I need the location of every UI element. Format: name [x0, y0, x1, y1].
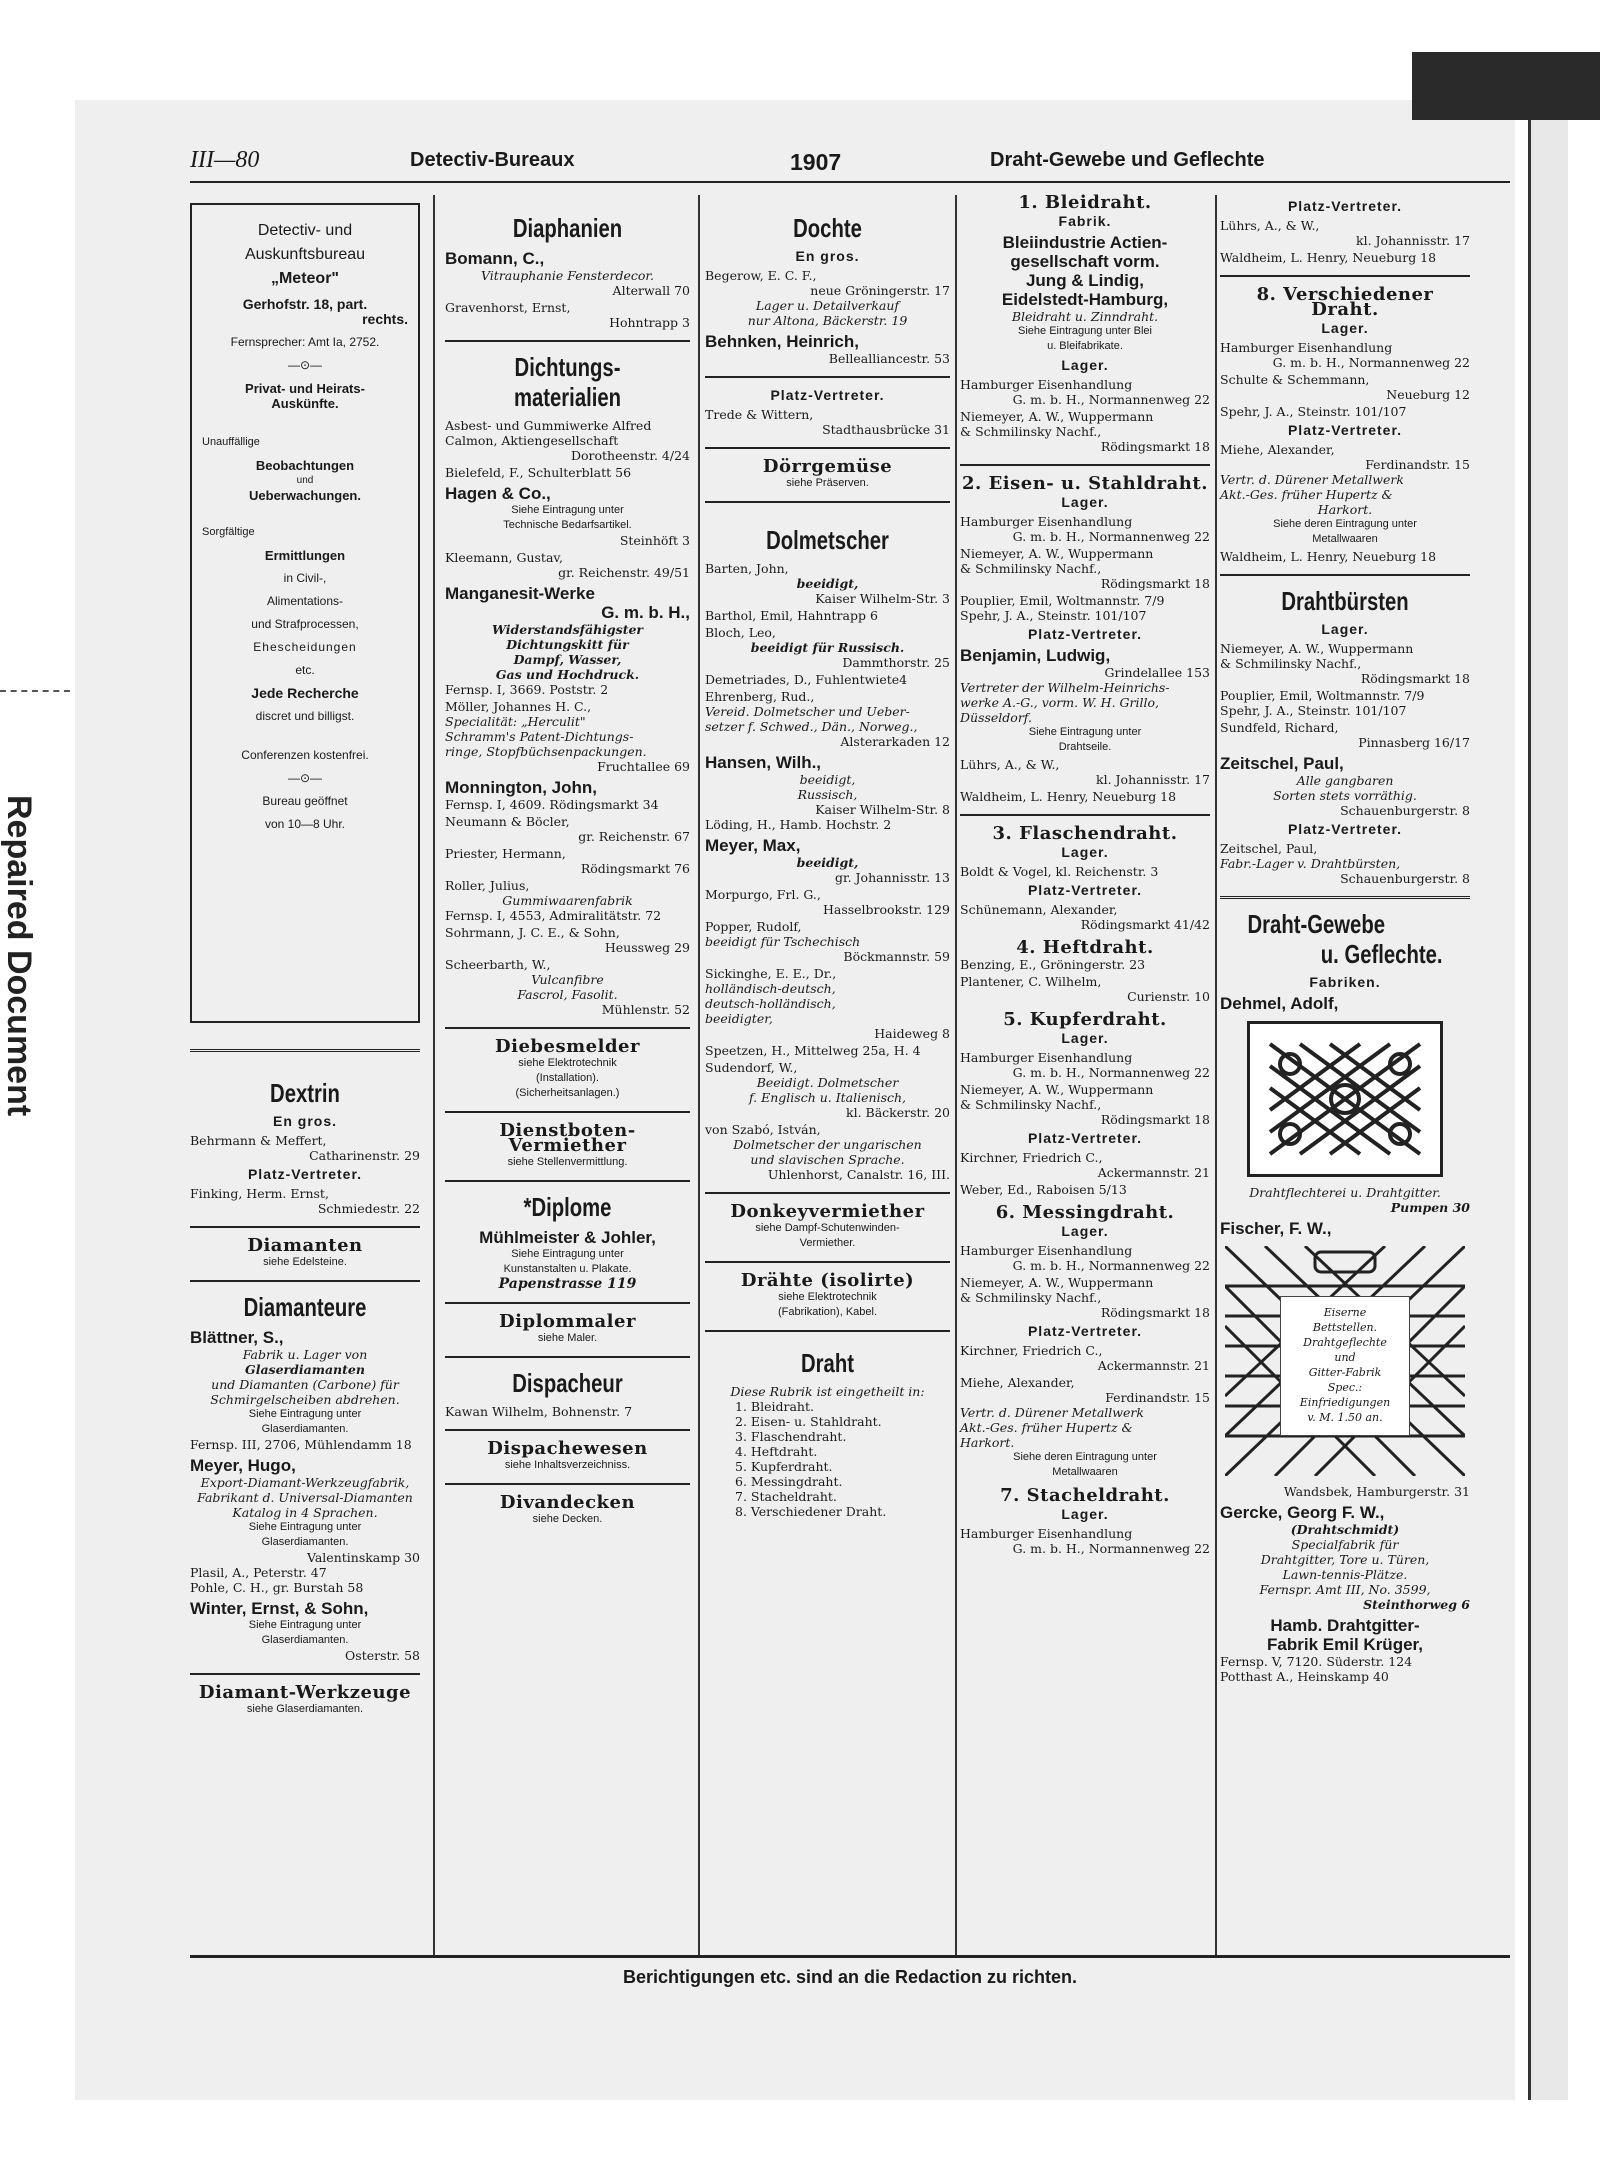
- advert-line: discret und billigst.: [255, 709, 355, 723]
- list-item: Lührs, A., & W., kl. Johannisstr. 17: [960, 757, 1210, 787]
- listing-name: Hamb. Drahtgitter-: [1270, 1616, 1420, 1635]
- list-item: Zeitschel, Paul, Fabr.-Lager v. Drahtbürsten, Schauenburgerstr. 8: [1220, 841, 1470, 886]
- advert-line: von 10—8 Uhr.: [264, 817, 346, 831]
- advert-line: Conferenzen kostenfrei.: [241, 748, 369, 762]
- listing-name: Gercke, Georg F. W.,: [1220, 1503, 1385, 1522]
- cross-reference: siehe Maler.: [537, 1332, 598, 1344]
- section-heading: 2. Eisen- u. Stahldraht.: [962, 473, 1208, 494]
- column-2: Diaphanien Bomann, C., Vitrauphanie Fensterdecor. Alterwall 70 Gravenhorst, Ernst, Hohntrapp 3 Dichtungs- materialien Asbest- und Gummiwerke Alfred Calmon, Aktiengesellschaft Dorotheenstr. 4/24 Bielefeld, F., Schulterblatt 56 Hagen & Co., Siehe Eintragung unter Technische Bedarfsartikel. Steinhöft 3 Kleemann, Gustav, gr. Reichenstr. 49/51 Manganesit-Werke G. m. b. H., Widerstandsfähigster Dichtungskitt für Dampf, Wasser, Gas und Hochdruck. Fernsp. I, 3669. Poststr. 2 Möller, Johannes H. C., Specialität: „Herculit" Schramm's Patent-Dichtungs- ringe, Stopfbüchsenpackungen. Fruchtallee 69 Monnington, John, Fernsp. I, 4609. Rödingsmarkt 34 Neumann & Böcler, gr. Reichenstr. 67 Priester, Hermann, Rödingsmarkt 76 Roller, Julius, Gummiwaarenfabrik Fernsp. I, 4553, Admiralitätstr. 72 Sohrmann, J. C. E., & Sohn, Heussweg 29 Scheerbarth, W., Vulcanfibre Fascrol, Fasolit. Mühlenstr. 52 Diebesmelder siehe Elektrotechnik (Installation). (Sicherheitsanlagen.) Dienstboten-Vermiether siehe Stellenvermittlung. *Diplome Mühlmeister & Johler, Siehe Eintragung unter Kunstanstalten u. Plakate. Papenstrasse 119 Diplommaler siehe Maler. Dispacheur Kawan Wilhelm, Bohnenstr. 7 Dispachewesen siehe Inhaltsverzeichniss. Divandecken siehe Decken.: [445, 213, 690, 1525]
- advert-address: rechts.: [362, 311, 408, 327]
- list-item: Niemeyer, A. W., Wuppermann & Schmilinsky Nachf., Rödingsmarkt 18: [960, 1082, 1210, 1127]
- list-item: Hamburger Eisenhandlung G. m. b. H., Normannenweg 22: [960, 1526, 1210, 1556]
- list-item: Plasil, A., Peterstr. 47: [190, 1565, 327, 1580]
- list-item: Bielefeld, F., Schulterblatt 56: [445, 465, 632, 480]
- section-heading: Dispacheur: [512, 1368, 623, 1398]
- list-item: Plantener, C. Wilhelm, Curienstr. 10: [960, 974, 1210, 1004]
- listing-name: Hansen, Wilh.,: [705, 753, 822, 772]
- fence-advert-text: Eiserne Bettstellen. Drahtgeflechte und Gitter-Fabrik Spec.: Einfriedigungen v. M. 1.50 an.: [1280, 1296, 1410, 1436]
- column-divider: [698, 195, 700, 1955]
- advert-line: Bureau geöffnet: [262, 794, 348, 808]
- section-heading: Dispachewesen: [487, 1438, 648, 1459]
- cross-reference: siehe Präserven.: [786, 477, 869, 489]
- list-item: von Szabó, István, Dolmetscher der ungarischen und slavischen Sprache. Uhlenhorst, Canalstr. 16, III.: [705, 1122, 950, 1182]
- list-item: Gravenhorst, Ernst, Hohntrapp 3: [445, 300, 690, 330]
- section-heading: Donkeyvermiether: [730, 1201, 925, 1222]
- fence-illustration: [1225, 1246, 1465, 1476]
- section-heading: 6. Messingdraht.: [995, 1202, 1175, 1223]
- section-heading: Diamant-Werkzeuge: [198, 1682, 412, 1703]
- list-item: Spehr, J. A., Steinstr. 101/107: [960, 608, 1147, 623]
- section-heading: Divandecken: [499, 1492, 636, 1513]
- column-divider: [1215, 195, 1217, 1955]
- fold-mark: [0, 690, 70, 692]
- cross-reference: siehe Stellenvermittlung.: [507, 1156, 628, 1168]
- section-heading: 8. Verschiedener Draht.: [1256, 284, 1434, 320]
- list-item: Barthol, Emil, Hahntrapp 6: [705, 608, 878, 623]
- list-item: Weber, Ed., Raboisen 5/13: [960, 1182, 1127, 1197]
- list-item: 8. Verschiedener Draht.: [735, 1504, 887, 1519]
- list-item: Pouplier, Emil, Woltmannstr. 7/9: [1220, 688, 1425, 703]
- scan-corner-mark: [1412, 52, 1600, 120]
- section-heading: 3. Flaschendraht.: [992, 823, 1178, 844]
- list-item: Pouplier, Emil, Woltmannstr. 7/9: [960, 593, 1165, 608]
- list-item: Popper, Rudolf, beeidigt für Tschechisch Böckmannstr. 59: [705, 919, 950, 964]
- cross-reference: siehe Glaserdiamanten.: [246, 1703, 364, 1715]
- page-number: III—80: [190, 147, 260, 173]
- listing-name: Zeitschel, Paul,: [1220, 754, 1344, 773]
- advert-title: „Meteor": [270, 270, 340, 287]
- advert-line: Beobachtungen: [255, 458, 355, 473]
- ornament: —⊙—: [287, 771, 323, 785]
- section-heading: Dolmetscher: [766, 525, 889, 555]
- list-item: Speetzen, H., Mittelweg 25a, H. 4: [705, 1043, 921, 1058]
- section-heading: Diplommaler: [499, 1311, 636, 1332]
- section-heading: 7. Stacheldraht.: [1000, 1485, 1170, 1506]
- footer-rule: [190, 1955, 1510, 1958]
- list-item: Sudendorf, W., Beeidigt. Dolmetscher f. Englisch u. Italienisch, kl. Bäckerstr. 20: [705, 1060, 950, 1120]
- advert-line: Alimentations-: [266, 594, 344, 608]
- list-item: Finking, Herm. Ernst, Schmiedestr. 22: [190, 1186, 420, 1216]
- list-item: Begerow, E. C. F., neue Gröningerstr. 17 Lager u. Detailverkauf nur Altona, Bäckerstr. 19: [705, 268, 950, 328]
- ornament: —⊙—: [287, 358, 323, 372]
- list-item: Hamburger Eisenhandlung G. m. b. H., Normannenweg 22: [1220, 340, 1470, 370]
- section-heading: Dextrin: [270, 1078, 340, 1108]
- list-item: Neumann & Böcler, gr. Reichenstr. 67: [445, 814, 690, 844]
- section-heading: Dörrgemüse: [762, 456, 893, 477]
- column-divider: [955, 195, 957, 1955]
- list-item: Boldt & Vogel, kl. Reichenstr. 3: [960, 864, 1159, 879]
- section-heading: 5. Kupferdraht.: [1003, 1009, 1167, 1030]
- header-rule: [190, 181, 1510, 183]
- listing-name: Dehmel, Adolf,: [1220, 994, 1339, 1013]
- list-item: Potthast A., Heinskamp 40: [1220, 1669, 1389, 1684]
- list-item: 6. Messingdraht.: [735, 1474, 843, 1489]
- advert-line: in Civil-,: [283, 571, 327, 585]
- section-heading: Diamanteure: [243, 1292, 367, 1322]
- list-item: Roller, Julius, Gummiwaarenfabrik Fernsp. I, 4553, Admiralitätstr. 72: [445, 878, 662, 923]
- header-left: Detectiv-Bureaux: [410, 149, 575, 171]
- draht-index: [705, 1399, 950, 1519]
- advert-line: und: [296, 475, 314, 486]
- list-item: Schünemann, Alexander, Rödingsmarkt 41/42: [960, 902, 1210, 932]
- advert-line: etc.: [295, 663, 315, 677]
- list-item: Kirchner, Friedrich C., Ackermannstr. 21: [960, 1343, 1210, 1373]
- column-3: Dochte En gros. Begerow, E. C. F., neue Gröningerstr. 17 Lager u. Detailverkauf nur Altona, Bäckerstr. 19 Behnken, Heinrich, Bellealliancestr. 53 Platz-Vertreter. Trede & Wittern, Stadthausbrücke 31 Dörrgemüse siehe Präserven. Dolmetscher Barten, John, beeidigt, Kaiser Wilhelm-Str. 3 Barthol, Emil, Hahntrapp 6 Bloch, Leo, beeidigt für Russisch. Dammthorstr. 25 Demetriades, D., Fuhlentwiete4 Ehrenberg, Rud., Vereid. Dolmetscher und Ueber- setzer f. Schwed., Dän., Norweg., Alsterarkaden 12 Hansen, Wilh., beeidigt, Russisch, Kaiser Wilhelm-Str. 8 Löding, H., Hamb. Hochstr. 2 Meyer, Max, beeidigt, gr. Johannisstr. 13 Morpurgo, Frl. G., Hasselbrookstr. 129 Popper, Rudolf, beeidigt für Tschechisch Böckmannstr. 59 Sickinghe, E. E., Dr., holländisch-deutsch, deutsch-holländisch, beeidigter, Haideweg 8 Speetzen, H., Mittelweg 25a, H. 4 Sudendorf, W., Beeidigt. Dolmetscher f. Englisch u. Italienisch, kl. Bäckerstr. 20 von Szabó, István, Dolmetscher der ungarischen und slavischen Sprache. Uhlenhorst, Canalstr. 16, III. Donkeyvermiether siehe Dampf-Schutenwinden- Vermiether. Drähte (isolirte) siehe Elektrotechnik (Fabrikation), Kabel. Draht Diese Rubrik ist eingetheilt in: 1. Bleidraht. 2. Eisen- u. Stahldraht. 3. Flaschendraht. 4. Heftdraht. 5. Kupferdraht. 6. Messingdraht. 7. Stacheldraht. 8. Verschiedener Draht.: [705, 213, 950, 1519]
- listing-name: Meyer, Max,: [705, 836, 801, 855]
- list-item: Spehr, J. A., Steinstr. 101/107: [1220, 404, 1407, 419]
- list-item: Schulte & Schemmann, Neueburg 12: [1220, 372, 1470, 402]
- listing-name: Hagen & Co.,: [445, 484, 551, 503]
- section-heading: Diaphanien: [512, 213, 623, 243]
- section-heading: 1. Bleidraht.: [1018, 192, 1152, 213]
- list-item: Hamburger Eisenhandlung G. m. b. H., Normannenweg 22: [960, 377, 1210, 407]
- lattice-illustration: [1247, 1021, 1443, 1177]
- section-heading: Drähte (isolirte): [740, 1270, 915, 1291]
- list-item: Sohrmann, J. C. E., & Sohn, Heussweg 29: [445, 925, 690, 955]
- advert-line: Auskünfte.: [271, 396, 339, 411]
- advert-line: Ueberwachungen.: [249, 488, 361, 503]
- list-item: Miehe, Alexander, Ferdinandstr. 15 Vertr. d. Dürener Metallwerk Akt.-Ges. früher Hupertz & Harkort. Siehe deren Eintragung unter Metallwaaren: [1220, 442, 1470, 545]
- cross-reference: siehe Edelsteine.: [263, 1256, 347, 1268]
- column-5: Platz-Vertreter. Lührs, A., & W., kl. Johannisstr. 17 Waldheim, L. Henry, Neueburg 18 8. Verschiedener Draht. Lager. Hamburger Eisenhandlung G. m. b. H., Normannenweg 22 Schulte & Schemmann, Neueburg 12 Spehr, J. A., Steinstr. 101/107 Platz-Vertreter. Miehe, Alexander, Ferdinandstr. 15 Vertr. d. Dürener Metallwerk Akt.-Ges. früher Hupertz & Harkort. Siehe deren Eintragung unter Metallwaaren Waldheim, L. Henry, Neueburg 18 Drahtbürsten Lager. Niemeyer, A. W., Wuppermann & Schmilinsky Nachf., Rödingsmarkt 18 Pouplier, Emil, Woltmannstr. 7/9 Spehr, J. A., Steinstr. 101/107 Sundfeld, Richard, Pinnasberg 16/17 Zeitschel, Paul, Alle gangbaren Sorten stets vorräthig. Schauenburgerstr. 8 Platz-Vertreter. Zeitschel, Paul, Fabr.-Lager v. Drahtbürsten, Schauenburgerstr. 8 Draht-Gewebe u. Geflechte. Fabriken. Dehmel, Adolf, Drahtflechterei u. Drahtgitter. Pumpen 30 Fischer, F. W., Eiserne Bettstellen. Drahtgeflechte und Gitter-Fabrik Spec.: Einfriedigungen v. M. 1.50 an. Wandsbek, Hamburgerstr. 31 Gercke, Georg F. W., (Drahtschmidt) Specialfabrik für Drahtgitter, Tore u. Türen, Lawn-tennis-Plätze. Fernspr. Amt III, No. 3599, Steinthorweg 6 Hamb. Drahtgitter- Fabrik Emil Krüger, Fernsp. V, 7120. Süderstr. 124 Potthast A., Heinskamp 40: [1220, 198, 1470, 1684]
- section-subheading: En gros.: [272, 1113, 337, 1129]
- column-4: 1. Bleidraht. Fabrik. Bleiindustrie Actien- gesellschaft vorm. Jung & Lindig, Eidelstedt-Hamburg, Bleidraht u. Zinndraht. Siehe Eintragung unter Blei u. Bleifabrikate. Lager. Hamburger Eisenhandlung G. m. b. H., Normannenweg 22 Niemeyer, A. W., Wuppermann & Schmilinsky Nachf., Rödingsmarkt 18 2. Eisen- u. Stahldraht. Lager. Hamburger Eisenhandlung G. m. b. H., Normannenweg 22 Niemeyer, A. W., Wuppermann & Schmilinsky Nachf., Rödingsmarkt 18 Pouplier, Emil, Woltmannstr. 7/9 Spehr, J. A., Steinstr. 101/107 Platz-Vertreter. Benjamin, Ludwig, Grindelallee 153 Vertreter der Wilhelm-Heinrichs- werke A.-G., vorm. W. H. Grillo, Düsseldorf. Siehe Eintragung unter Drahtseile. Lührs, A., & W., kl. Johannisstr. 17 Waldheim, L. Henry, Neueburg 18 3. Flaschendraht. Lager. Boldt & Vogel, kl. Reichenstr. 3 Platz-Vertreter. Schünemann, Alexander, Rödingsmarkt 41/42 4. Heftdraht. Benzing, E., Gröningerstr. 23 Plantener, C. Wilhelm, Curienstr. 10 5. Kupferdraht. Lager. Hamburger Eisenhandlung G. m. b. H., Normannenweg 22 Niemeyer, A. W., Wuppermann & Schmilinsky Nachf., Rödingsmarkt 18 Platz-Vertreter. Kirchner, Friedrich C., Ackermannstr. 21 Weber, Ed., Raboisen 5/13 6. Messingdraht. Lager. Hamburger Eisenhandlung G. m. b. H., Normannenweg 22 Niemeyer, A. W., Wuppermann & Schmilinsky Nachf., Rödingsmarkt 18 Platz-Vertreter. Kirchner, Friedrich C., Ackermannstr. 21 Miehe, Alexander, Ferdinandstr. 15 Vertr. d. Dürener Metallwerk Akt.-Ges. früher Hupertz & Harkort. Siehe deren Eintragung unter Metallwaaren 7. Stacheldraht. Lager. Hamburger Eisenhandlung G. m. b. H., Normannenweg 22: [960, 192, 1210, 1556]
- advert-line: Jede Recherche: [251, 685, 359, 701]
- cross-reference: siehe Decken.: [532, 1513, 603, 1525]
- header-right: Draht-Gewebe und Geflechte: [990, 149, 1265, 171]
- list-item: Pohle, C. H., gr. Burstah 58: [190, 1580, 364, 1595]
- header-year: 1907: [790, 149, 842, 175]
- list-item: Scheerbarth, W., Vulcanfibre Fascrol, Fasolit. Mühlenstr. 52: [445, 957, 690, 1017]
- footer-notice: Berichtigungen etc. sind an die Redaction zu richten.: [622, 1967, 1078, 1987]
- advert-line: und Strafprocessen,: [251, 617, 359, 631]
- list-item: Kirchner, Friedrich C., Ackermannstr. 21: [960, 1150, 1210, 1180]
- section-heading: Dochte: [793, 213, 862, 243]
- list-item: Niemeyer, A. W., Wuppermann & Schmilinsky Nachf., Rödingsmarkt 18: [960, 1275, 1210, 1320]
- advert-phone: Fernsprecher: Amt Ia, 2752.: [230, 335, 380, 349]
- column-1: Detectiv- und Auskunftsbureau „Meteor" Gerhofstr. 18, part. rechts. Fernsprecher: Amt Ia, 2752. —⊙— Privat- und Heirats- Auskünfte. Unauffällige Beobachtungen und Ueberwachungen. Sorgfältige Ermittlungen in Civil-, Alimentations- und Strafprocessen, Ehescheidungen etc. Jede Recherche discret und billigst. Conferenzen kostenfrei. —⊙— Bureau geöffnet von 10—8 Uhr. Dextrin En gros. Behrmann & Meffert, Catharinenstr. 29 Platz-Vertreter. Finking, Herm. Ernst, Schmiedestr. 22 Diamanten siehe Edelsteine. Diamanteure Blättner, S., Fabrik u. Lager von Glaserdiamanten und Diamanten (Carbone) für Schmirgelscheiben abdrehen. Siehe Eintragung unter Glaserdiamanten. Fernsp. III, 2706, Mühlendamm 18 Meyer, Hugo, Export-Diamant-Werkzeugfabrik, Fabrikant d. Universal-Diamanten Katalog in 4 Sprachen. Siehe Eintragung unter Glaserdiamanten. Valentinskamp 30 Plasil, A., Peterstr. 47 Pohle, C. H., gr. Burstah 58 Winter, Ernst, & Sohn, Siehe Eintragung unter Glaserdiamanten. Osterstr. 58 Diamant-Werkzeuge siehe Glaserdiamanten.: [190, 203, 420, 1717]
- list-item: Hamburger Eisenhandlung G. m. b. H., Normannenweg 22: [960, 1050, 1210, 1080]
- section-heading: *Diplome: [523, 1192, 612, 1222]
- section-heading: u. Geflechte.: [1320, 939, 1443, 969]
- advert-line: Unauffällige: [202, 436, 260, 448]
- list-item: 1. Bleidraht.: [735, 1399, 814, 1414]
- list-item: Miehe, Alexander, Ferdinandstr. 15 Vertr. d. Dürener Metallwerk Akt.-Ges. früher Hupertz & Harkort. Siehe deren Eintragung unter Metallwaaren: [960, 1375, 1210, 1478]
- running-header: [190, 145, 1510, 177]
- listing-name: Fischer, F. W.,: [1220, 1219, 1332, 1238]
- advert-address: Gerhofstr. 18, part.: [242, 296, 368, 312]
- section-heading: Drahtbürsten: [1281, 586, 1409, 616]
- list-item: Kleemann, Gustav, gr. Reichenstr. 49/51: [445, 550, 690, 580]
- section-heading: Diebesmelder: [495, 1036, 640, 1057]
- list-item: Niemeyer, A. W., Wuppermann & Schmilinsky Nachf., Rödingsmarkt 18: [1220, 641, 1470, 686]
- listing-name: Manganesit-Werke: [445, 584, 595, 603]
- section-subheading: Platz-Vertreter.: [247, 1166, 363, 1182]
- list-item: Waldheim, L. Henry, Neueburg 18: [1220, 250, 1437, 265]
- advert-line: Privat- und Heirats-: [245, 381, 365, 396]
- listing-name: Behnken, Heinrich,: [705, 332, 859, 351]
- list-item: Waldheim, L. Henry, Neueburg 18: [1220, 549, 1437, 564]
- list-item: Möller, Johannes H. C., Specialität: „Herculit" Schramm's Patent-Dichtungs- ringe, Stopfbüchsenpackungen. Fruchtallee 69: [445, 699, 690, 774]
- list-item: Waldheim, L. Henry, Neueburg 18: [960, 789, 1177, 804]
- list-item: Sickinghe, E. E., Dr., holländisch-deutsch, deutsch-holländisch, beeidigter, Haideweg 8: [705, 966, 950, 1041]
- list-item: 2. Eisen- u. Stahldraht.: [735, 1414, 882, 1429]
- list-item: Niemeyer, A. W., Wuppermann & Schmilinsky Nachf., Rödingsmarkt 18: [960, 409, 1210, 454]
- side-label: Repaired Document: [0, 795, 38, 1117]
- section-heading: Draht: [801, 1348, 854, 1378]
- list-item: 3. Flaschendraht.: [735, 1429, 847, 1444]
- section-heading: Draht-Gewebe: [1247, 909, 1385, 939]
- section-heading: Dienstboten-Vermiether: [499, 1120, 636, 1156]
- list-item: 5. Kupferdraht.: [735, 1459, 833, 1474]
- list-item: Kawan Wilhelm, Bohnenstr. 7: [445, 1404, 633, 1419]
- advert-line: Ehescheidungen: [253, 640, 357, 654]
- list-item: Barten, John, beeidigt, Kaiser Wilhelm-Str. 3: [705, 561, 950, 606]
- list-item: Trede & Wittern, Stadthausbrücke 31: [705, 407, 950, 437]
- list-item: Spehr, J. A., Steinstr. 101/107: [1220, 703, 1407, 718]
- list-item: Wandsbek, Hamburgerstr. 31: [1283, 1484, 1470, 1499]
- list-item: Niemeyer, A. W., Wuppermann & Schmilinsky Nachf., Rödingsmarkt 18: [960, 546, 1210, 591]
- list-item: Morpurgo, Frl. G., Hasselbrookstr. 129: [705, 887, 950, 917]
- advert-line: Sorgfältige: [202, 526, 255, 538]
- list-item: Benzing, E., Gröningerstr. 23: [960, 957, 1146, 972]
- listing-name: Mühlmeister & Johler,: [479, 1228, 656, 1247]
- list-item: Behrmann & Meffert, Catharinenstr. 29: [190, 1133, 420, 1163]
- list-item: Ehrenberg, Rud., Vereid. Dolmetscher und Ueber- setzer f. Schwed., Dän., Norweg., Alsterarkaden 12: [705, 689, 950, 749]
- list-item: 7. Stacheldraht.: [735, 1489, 837, 1504]
- listing-name: Winter, Ernst, & Sohn,: [190, 1599, 369, 1618]
- column-divider: [433, 195, 435, 1955]
- advert-line: Auskunftsbureau: [244, 246, 366, 263]
- list-item: Priester, Hermann, Rödingsmarkt 76: [445, 846, 690, 876]
- list-item: Löding, H., Hamb. Hochstr. 2: [705, 817, 892, 832]
- list-item: Demetriades, D., Fuhlentwiete4: [705, 672, 908, 687]
- list-item: Bloch, Leo, beeidigt für Russisch. Dammthorstr. 25: [705, 625, 950, 670]
- advert-line: Detectiv- und: [257, 222, 353, 239]
- listing-name: Benjamin, Ludwig,: [960, 646, 1111, 665]
- section-heading: 4. Heftdraht.: [1016, 937, 1154, 958]
- advert-line: Ermittlungen: [264, 548, 346, 563]
- section-heading: Diamanten: [247, 1235, 363, 1256]
- list-item: Sundfeld, Richard, Pinnasberg 16/17: [1220, 720, 1470, 750]
- list-item: Lührs, A., & W., kl. Johannisstr. 17: [1220, 218, 1470, 248]
- list-item: Hamburger Eisenhandlung G. m. b. H., Normannenweg 22: [960, 514, 1210, 544]
- listing-name: Blättner, S.,: [190, 1328, 284, 1347]
- section-heading: Dichtungs-: [514, 352, 621, 382]
- adjacent-page-edge: [1528, 110, 1568, 2100]
- list-item: 4. Heftdraht.: [735, 1444, 818, 1459]
- cross-reference: siehe Inhaltsverzeichniss.: [504, 1459, 631, 1471]
- meteor-advert: [190, 203, 420, 1023]
- directory-page: [190, 145, 1510, 2025]
- listing-name: Meyer, Hugo,: [190, 1456, 296, 1475]
- list-item: Hamburger Eisenhandlung G. m. b. H., Normannenweg 22: [960, 1243, 1210, 1273]
- section-heading: materialien: [513, 382, 622, 412]
- listing-name: Bomann, C.,: [445, 249, 545, 268]
- list-item: Asbest- und Gummiwerke Alfred Calmon, Aktiengesellschaft Dorotheenstr. 4/24: [445, 418, 690, 463]
- listing-name: Monnington, John,: [445, 778, 598, 797]
